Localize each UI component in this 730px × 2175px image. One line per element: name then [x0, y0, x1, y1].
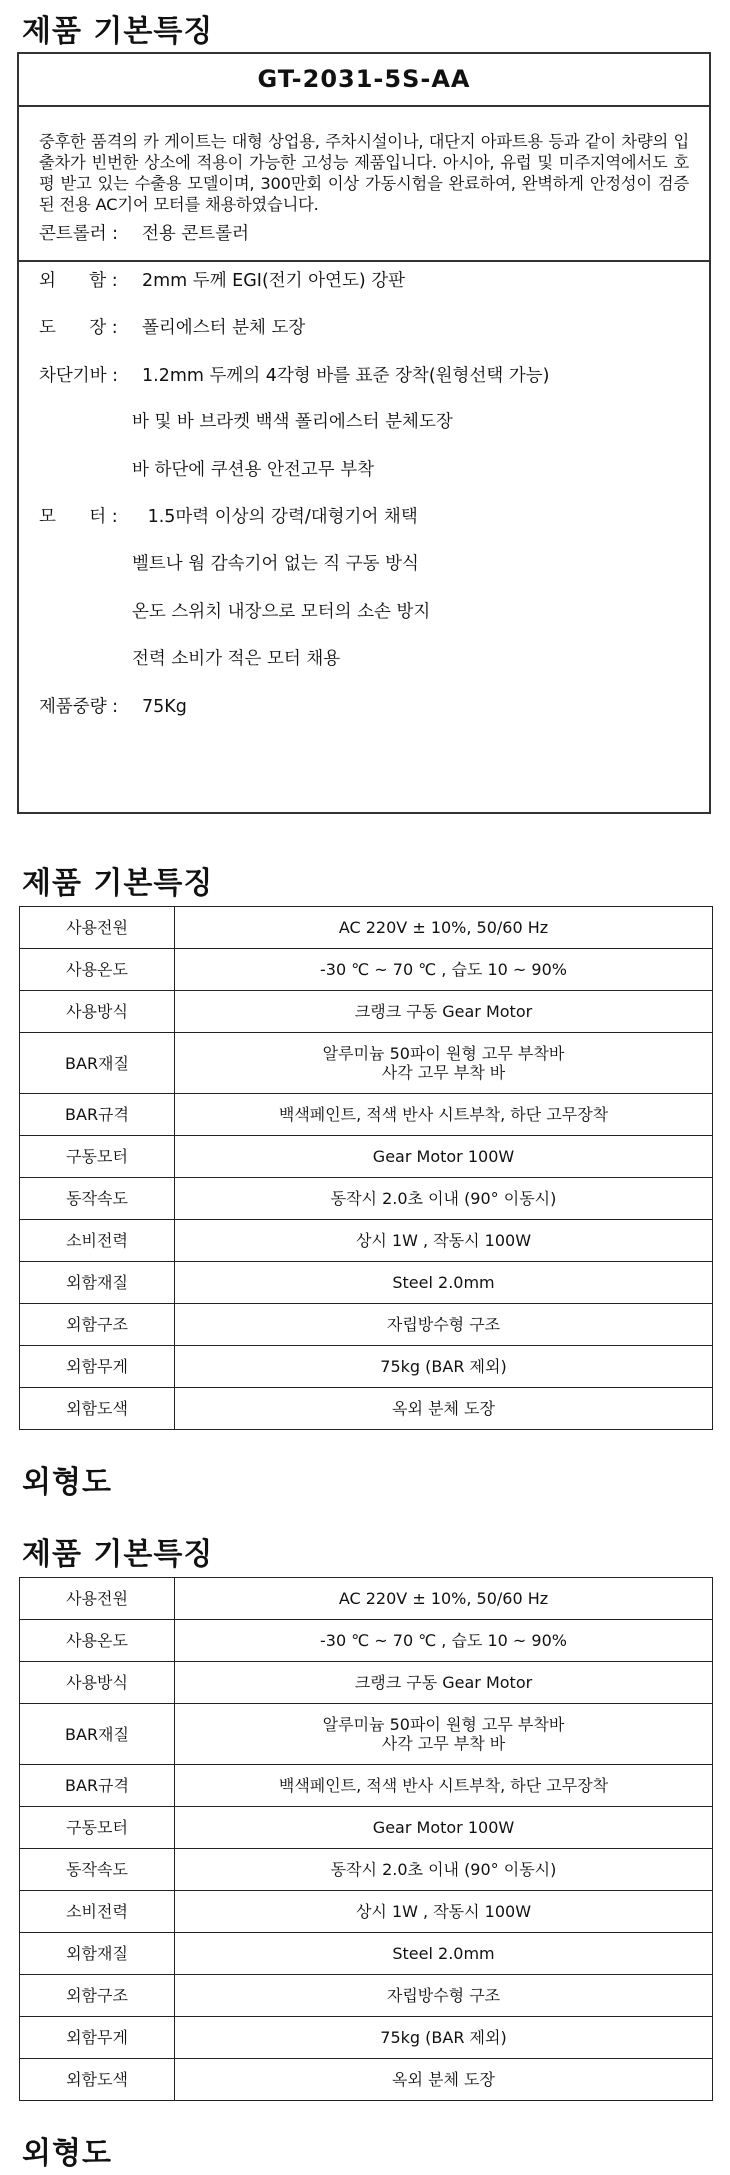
spec-key: 외함재질 — [20, 1262, 175, 1304]
table-row — [20, 2059, 713, 2101]
spec-value: 백색페인트, 적색 반사 시트부착, 하단 고무장착 — [175, 1765, 713, 1807]
outline-title-2: 외형도 — [22, 2136, 112, 2171]
table-row — [20, 1765, 713, 1807]
spec-value: 옥외 분체 도장 — [175, 2059, 713, 2101]
table-row — [20, 1136, 713, 1178]
spec-value: 상시 1W , 작동시 100W — [175, 1891, 713, 1933]
spec-value: 백색페인트, 적색 반사 시트부착, 하단 고무장착 — [175, 1094, 713, 1136]
model-number: GT-2031-5S-AA — [19, 54, 709, 107]
feature-line — [39, 362, 549, 387]
feature-value: 전용 콘트롤러 — [142, 224, 249, 244]
spec-key: 동작속도 — [20, 1178, 175, 1220]
table-row — [20, 991, 713, 1033]
feature-line — [132, 598, 430, 623]
feature-value: 75Kg — [142, 697, 187, 717]
section-title-2: 제품 기본특징 — [22, 866, 214, 901]
spec-key: 외함도색 — [20, 1388, 175, 1430]
table-row — [20, 1262, 713, 1304]
table-row — [20, 1578, 713, 1620]
spec-key: 사용온도 — [20, 1620, 175, 1662]
spec-value: 자립방수형 구조 — [175, 1304, 713, 1346]
table-row — [20, 1704, 713, 1765]
table-row — [20, 2017, 713, 2059]
spec-value: 동작시 2.0초 이내 (90° 이동시) — [175, 1849, 713, 1891]
table-row — [20, 1662, 713, 1704]
spec-value: 크랭크 구동 Gear Motor — [175, 991, 713, 1033]
spec-value: 상시 1W , 작동시 100W — [175, 1220, 713, 1262]
spec-value: Steel 2.0mm — [175, 1933, 713, 1975]
table-row — [20, 1388, 713, 1430]
feature-label: 제품중량 : — [39, 697, 119, 717]
spec-table-2 — [19, 1577, 713, 2101]
feature-line — [39, 503, 418, 528]
table-row — [20, 949, 713, 991]
table-row — [20, 1933, 713, 1975]
spec-key: 동작속도 — [20, 1849, 175, 1891]
spec-key: 외함무게 — [20, 1346, 175, 1388]
feature-line — [39, 693, 187, 718]
table-row — [20, 1178, 713, 1220]
product-info-box — [17, 52, 711, 814]
spec-key: BAR규격 — [20, 1094, 175, 1136]
spec-value: 크랭크 구동 Gear Motor — [175, 1662, 713, 1704]
spec-key: 구동모터 — [20, 1136, 175, 1178]
table-row — [20, 1620, 713, 1662]
spec-key: 소비전력 — [20, 1891, 175, 1933]
spec-key: 구동모터 — [20, 1807, 175, 1849]
spec-value: 옥외 분체 도장 — [175, 1388, 713, 1430]
table-row — [20, 1033, 713, 1094]
spec-key: 외함무게 — [20, 2017, 175, 2059]
spec-key: BAR재질 — [20, 1704, 175, 1765]
feature-value: 바 하단에 쿠션용 안전고무 부착 — [132, 460, 375, 480]
spec-value: 75kg (BAR 제외) — [175, 1346, 713, 1388]
feature-value: 온도 스위치 내장으로 모터의 소손 방지 — [132, 602, 431, 622]
feature-line — [39, 314, 305, 339]
spec-value: 알루미늄 50파이 원형 고무 부착바 사각 고무 부착 바 — [175, 1033, 713, 1094]
spec-key: BAR재질 — [20, 1033, 175, 1094]
feature-value: 2mm 두께 EGI(전기 아연도) 강판 — [142, 271, 406, 291]
spec-value: Gear Motor 100W — [175, 1136, 713, 1178]
product-description: 중후한 품격의 카 게이트는 대형 상업용, 주차시설이나, 대단지 아파트용 등과 같이 차량의 입출차가 빈번한 상소에 적용이 가능한 고성능 제품입니다. 아시아, 유럽 및 미주지역에서도 호평 받고 있는 수출용 모델이며, 300만회 이상 가동시험을 완료하여, 완벽하게 안정성이 검증된 전용 AC기어 모터를 채용하였습니다. — [19, 107, 709, 262]
section-title-3: 제품 기본특징 — [22, 1537, 214, 1572]
spec-value: Gear Motor 100W — [175, 1807, 713, 1849]
spec-table-1 — [19, 906, 713, 1430]
spec-key: 외함도색 — [20, 2059, 175, 2101]
outline-title-1: 외형도 — [22, 1465, 112, 1500]
spec-value: 자립방수형 구조 — [175, 1975, 713, 2017]
spec-key: 사용온도 — [20, 949, 175, 991]
spec-value: AC 220V ± 10%, 50/60 Hz — [175, 1578, 713, 1620]
table-row — [20, 1807, 713, 1849]
feature-label: 차단기바 : — [39, 366, 119, 386]
spec-key: 사용방식 — [20, 991, 175, 1033]
feature-line — [132, 456, 374, 481]
spec-key: 사용방식 — [20, 1662, 175, 1704]
table-row — [20, 1304, 713, 1346]
spec-value: 동작시 2.0초 이내 (90° 이동시) — [175, 1178, 713, 1220]
spec-value: -30 ℃ ~ 70 ℃ , 습도 10 ~ 90% — [175, 1620, 713, 1662]
spec-value: Steel 2.0mm — [175, 1262, 713, 1304]
spec-key: 외함구조 — [20, 1975, 175, 2017]
feature-label: 도 장 : — [39, 318, 118, 338]
table-row — [20, 1975, 713, 2017]
feature-value: 폴리에스터 분체 도장 — [142, 318, 306, 338]
table-row — [20, 1220, 713, 1262]
table-row — [20, 1094, 713, 1136]
spec-key: 외함구조 — [20, 1304, 175, 1346]
feature-value: 바 및 바 브라켓 백색 폴리에스터 분체도장 — [132, 412, 453, 432]
feature-line — [132, 408, 453, 433]
feature-line — [39, 267, 405, 292]
feature-label: 외 함 : — [39, 271, 118, 291]
feature-line — [132, 645, 340, 670]
feature-line — [39, 220, 249, 245]
feature-value: 1.5마력 이상의 강력/대형기어 채택 — [142, 507, 418, 527]
table-row — [20, 1346, 713, 1388]
spec-key: BAR규격 — [20, 1765, 175, 1807]
spec-value: -30 ℃ ~ 70 ℃ , 습도 10 ~ 90% — [175, 949, 713, 991]
feature-value: 벨트나 웜 감속기어 없는 직 구동 방식 — [132, 554, 419, 574]
feature-value: 1.2mm 두께의 4각형 바를 표준 장착(원형선택 가능) — [142, 366, 550, 386]
feature-label: 콘트롤러 : — [39, 224, 119, 244]
section-title-1: 제품 기본특징 — [22, 14, 214, 49]
table-row — [20, 1891, 713, 1933]
feature-line — [132, 550, 419, 575]
spec-key: 사용전원 — [20, 907, 175, 949]
spec-key: 사용전원 — [20, 1578, 175, 1620]
spec-value: 알루미늄 50파이 원형 고무 부착바 사각 고무 부착 바 — [175, 1704, 713, 1765]
spec-key: 외함재질 — [20, 1933, 175, 1975]
table-row — [20, 1849, 713, 1891]
table-row — [20, 907, 713, 949]
spec-value: 75kg (BAR 제외) — [175, 2017, 713, 2059]
spec-value: AC 220V ± 10%, 50/60 Hz — [175, 907, 713, 949]
feature-label: 모 터 : — [39, 507, 118, 527]
spec-key: 소비전력 — [20, 1220, 175, 1262]
feature-value: 전력 소비가 적은 모터 채용 — [132, 649, 341, 669]
